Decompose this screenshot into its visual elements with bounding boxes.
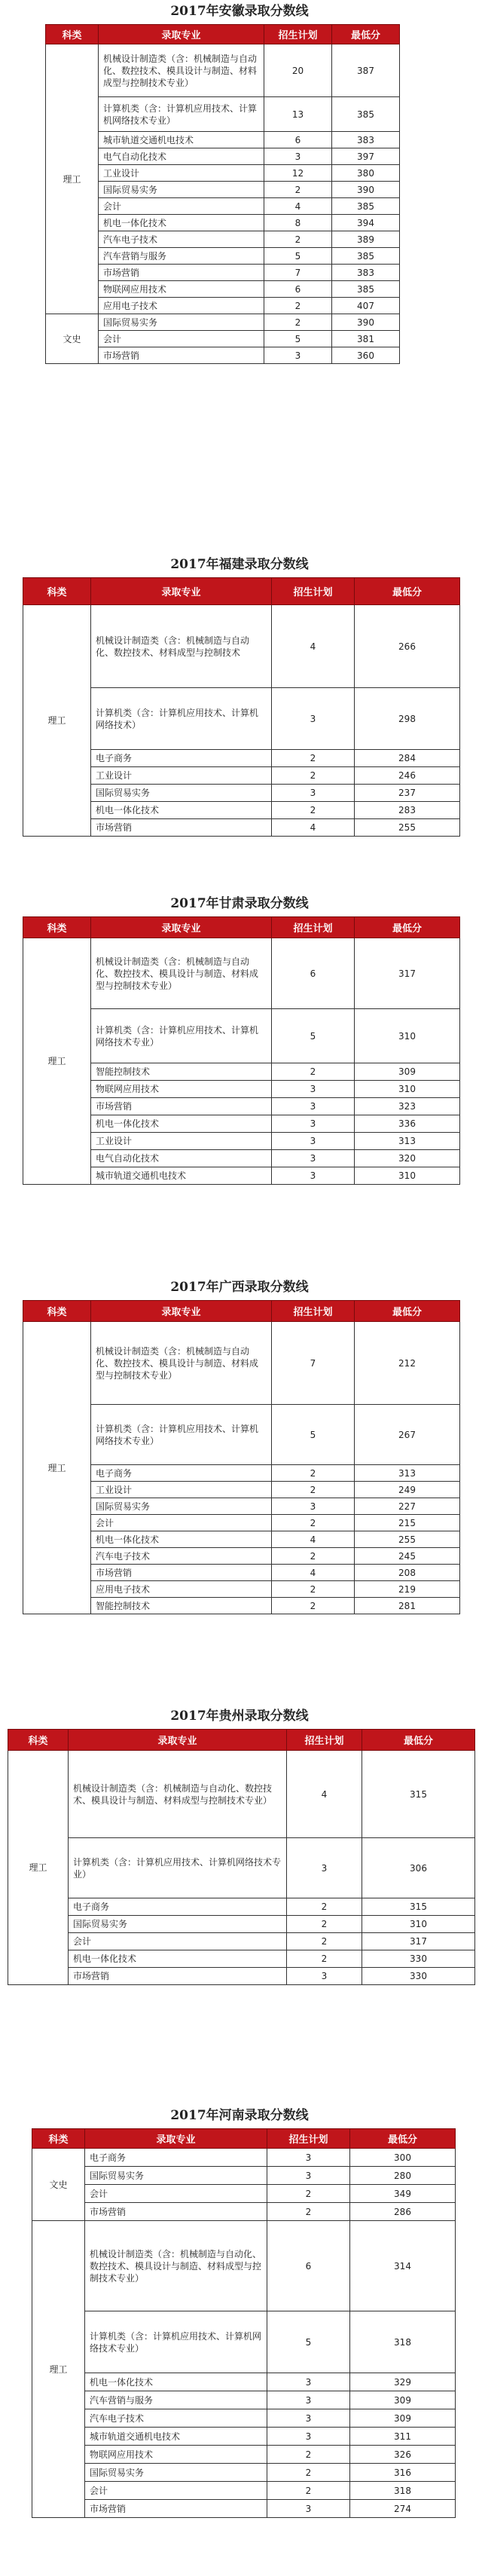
plan-cell: 6 — [264, 281, 332, 298]
major-cell: 物联网应用技术 — [85, 2446, 267, 2464]
plan-cell: 2 — [287, 1916, 362, 1933]
plan-cell: 4 — [287, 1751, 362, 1838]
plan-cell: 5 — [267, 2311, 350, 2373]
major-cell: 计算机类（含：计算机应用技术、计算机网络技术专业） — [99, 97, 264, 132]
plan-cell: 3 — [287, 1838, 362, 1898]
score-cell: 329 — [350, 2373, 456, 2391]
score-cell: 318 — [350, 2311, 456, 2373]
score-cell: 390 — [332, 314, 400, 331]
header-subject: 科类 — [23, 1301, 91, 1322]
plan-cell: 2 — [267, 2464, 350, 2482]
table-row — [46, 231, 400, 248]
score-cell: 245 — [355, 1548, 460, 1565]
major-cell: 机械设计制造类（含：机械制造与自动化、数控技术、模具设计与制造、材料成型与控制技术专业） — [99, 44, 264, 97]
plan-cell: 2 — [272, 1598, 355, 1614]
plan-cell: 2 — [272, 1482, 355, 1498]
score-cell: 306 — [362, 1838, 475, 1898]
score-cell: 349 — [350, 2185, 456, 2203]
header-score: 最低分 — [355, 917, 460, 938]
score-cell: 280 — [350, 2167, 456, 2185]
plan-cell: 5 — [264, 331, 332, 347]
plan-cell: 2 — [267, 2203, 350, 2221]
table-row — [32, 2221, 456, 2311]
plan-cell: 4 — [272, 1531, 355, 1548]
score-cell: 309 — [350, 2391, 456, 2409]
table-row — [8, 1916, 475, 1933]
major-cell: 城市轨道交通机电技术 — [99, 132, 264, 148]
table-row — [23, 938, 460, 1009]
table-row — [23, 1322, 460, 1405]
plan-cell: 4 — [264, 198, 332, 215]
score-table — [45, 24, 400, 364]
plan-cell: 20 — [264, 44, 332, 97]
score-cell: 385 — [332, 248, 400, 265]
score-cell: 283 — [355, 802, 460, 819]
plan-cell: 3 — [272, 1081, 355, 1098]
score-cell: 336 — [355, 1115, 460, 1133]
major-cell: 机电一体化技术 — [91, 1115, 272, 1133]
plan-cell: 4 — [272, 819, 355, 837]
major-cell: 电子商务 — [91, 1465, 272, 1482]
header-plan: 招生计划 — [272, 578, 355, 605]
table-row — [32, 2203, 456, 2221]
table-row — [46, 281, 400, 298]
plan-cell: 4 — [272, 605, 355, 688]
table-row — [46, 248, 400, 265]
score-cell: 300 — [350, 2149, 456, 2167]
major-cell: 机电一体化技术 — [91, 802, 272, 819]
major-cell: 电子商务 — [85, 2149, 267, 2167]
table-row — [32, 2167, 456, 2185]
score-cell: 266 — [355, 605, 460, 688]
score-table — [23, 1300, 460, 1614]
major-cell: 会计 — [85, 2482, 267, 2500]
table-header-row — [23, 1301, 460, 1322]
score-cell: 390 — [332, 182, 400, 198]
header-plan: 招生计划 — [264, 25, 332, 44]
score-cell: 389 — [332, 231, 400, 248]
major-cell: 会计 — [91, 1515, 272, 1531]
table-row — [32, 2464, 456, 2482]
score-section — [0, 2107, 479, 2518]
score-table — [23, 577, 460, 837]
major-cell: 计算机类（含：计算机应用技术、计算机网络技术专业） — [91, 1009, 272, 1063]
table-row — [46, 165, 400, 182]
table-row — [32, 2409, 456, 2428]
major-cell: 国际贸易实务 — [85, 2464, 267, 2482]
plan-cell: 2 — [287, 1950, 362, 1968]
plan-cell: 7 — [272, 1322, 355, 1405]
score-cell: 318 — [350, 2482, 456, 2500]
plan-cell: 2 — [272, 1063, 355, 1081]
score-cell: 313 — [355, 1465, 460, 1482]
major-cell: 机电一体化技术 — [91, 1531, 272, 1548]
header-subject: 科类 — [32, 2129, 85, 2149]
subject-cell: 理工 — [46, 44, 99, 314]
section-title: 2017年安徽录取分数线 — [170, 4, 309, 19]
plan-cell: 2 — [287, 1898, 362, 1916]
score-cell: 326 — [350, 2446, 456, 2464]
major-cell: 国际贸易实务 — [91, 1498, 272, 1515]
score-cell: 309 — [355, 1063, 460, 1081]
table-row — [8, 1838, 475, 1898]
score-cell: 281 — [355, 1598, 460, 1614]
major-cell: 会计 — [69, 1933, 287, 1950]
table-row — [32, 2373, 456, 2391]
score-cell: 215 — [355, 1515, 460, 1531]
major-cell: 电气自动化技术 — [91, 1150, 272, 1167]
table-row — [46, 44, 400, 97]
table-row — [32, 2149, 456, 2167]
subject-cell: 文史 — [46, 314, 99, 364]
score-cell: 249 — [355, 1482, 460, 1498]
major-cell: 市场营销 — [69, 1968, 287, 1985]
major-cell: 市场营销 — [85, 2203, 267, 2221]
plan-cell: 3 — [272, 1167, 355, 1185]
plan-cell: 3 — [264, 148, 332, 165]
major-cell: 城市轨道交通机电技术 — [85, 2428, 267, 2446]
major-cell: 工业设计 — [99, 165, 264, 182]
plan-cell: 3 — [272, 1115, 355, 1133]
major-cell: 智能控制技术 — [91, 1598, 272, 1614]
table-row — [46, 331, 400, 347]
table-row — [46, 198, 400, 215]
plan-cell: 2 — [272, 1465, 355, 1482]
table-row — [8, 1968, 475, 1985]
plan-cell: 3 — [272, 1498, 355, 1515]
major-cell: 机电一体化技术 — [85, 2373, 267, 2391]
score-cell: 298 — [355, 688, 460, 750]
score-cell: 381 — [332, 331, 400, 347]
major-cell: 市场营销 — [91, 1098, 272, 1115]
header-plan: 招生计划 — [287, 1730, 362, 1751]
major-cell: 国际贸易实务 — [91, 785, 272, 802]
table-row — [23, 605, 460, 688]
score-cell: 310 — [355, 1081, 460, 1098]
score-cell: 360 — [332, 347, 400, 364]
plan-cell: 2 — [272, 1581, 355, 1598]
major-cell: 计算机类（含：计算机应用技术、计算机网络技术） — [91, 688, 272, 750]
header-subject: 科类 — [46, 25, 99, 44]
subject-cell: 理工 — [23, 938, 91, 1185]
plan-cell: 3 — [267, 2428, 350, 2446]
table-row — [32, 2428, 456, 2446]
score-cell: 316 — [350, 2464, 456, 2482]
table-header-row — [46, 25, 400, 44]
major-cell: 机械设计制造类（含：机械制造与自动化、数控技术、模具设计与制造、材料成型与控制技术专业） — [91, 938, 272, 1009]
major-cell: 会计 — [99, 198, 264, 215]
score-cell: 315 — [362, 1898, 475, 1916]
score-cell: 237 — [355, 785, 460, 802]
plan-cell: 2 — [264, 298, 332, 314]
table-header-row — [32, 2129, 456, 2149]
score-cell: 310 — [355, 1167, 460, 1185]
score-cell: 385 — [332, 97, 400, 132]
plan-cell: 3 — [287, 1968, 362, 1985]
score-cell: 380 — [332, 165, 400, 182]
score-cell: 320 — [355, 1150, 460, 1167]
plan-cell: 13 — [264, 97, 332, 132]
major-cell: 机械设计制造类（含：机械制造与自动化、数控技术、模具设计与制造、材料成型与控制技术专业） — [85, 2221, 267, 2311]
score-table — [32, 2128, 456, 2518]
plan-cell: 2 — [287, 1933, 362, 1950]
plan-cell: 6 — [264, 132, 332, 148]
major-cell: 市场营销 — [91, 819, 272, 837]
score-section — [0, 1279, 479, 1614]
header-plan: 招生计划 — [267, 2129, 350, 2149]
header-major: 录取专业 — [99, 25, 264, 44]
score-section — [0, 895, 479, 1185]
major-cell: 市场营销 — [99, 265, 264, 281]
score-cell: 267 — [355, 1405, 460, 1465]
header-subject: 科类 — [23, 917, 91, 938]
score-cell: 311 — [350, 2428, 456, 2446]
header-score: 最低分 — [355, 1301, 460, 1322]
plan-cell: 2 — [272, 1548, 355, 1565]
score-cell: 310 — [362, 1916, 475, 1933]
score-cell: 314 — [350, 2221, 456, 2311]
section-title: 2017年甘肃录取分数线 — [170, 896, 309, 911]
score-cell: 255 — [355, 1531, 460, 1548]
header-plan: 招生计划 — [272, 1301, 355, 1322]
score-cell: 330 — [362, 1968, 475, 1985]
subject-cell: 理工 — [8, 1751, 69, 1985]
table-header-row — [8, 1730, 475, 1751]
plan-cell: 3 — [272, 688, 355, 750]
major-cell: 物联网应用技术 — [91, 1081, 272, 1098]
subject-cell: 文史 — [32, 2149, 85, 2221]
table-row — [46, 314, 400, 331]
major-cell: 机电一体化技术 — [69, 1950, 287, 1968]
major-cell: 市场营销 — [91, 1565, 272, 1581]
plan-cell: 3 — [267, 2167, 350, 2185]
major-cell: 汽车电子技术 — [91, 1548, 272, 1565]
header-major: 录取专业 — [91, 1301, 272, 1322]
plan-cell: 2 — [264, 182, 332, 198]
major-cell: 机械设计制造类（含：机械制造与自动化、数控技术、材料成型与控制技术 — [91, 605, 272, 688]
score-cell: 313 — [355, 1133, 460, 1150]
score-cell: 286 — [350, 2203, 456, 2221]
score-cell: 383 — [332, 132, 400, 148]
plan-cell: 2 — [264, 231, 332, 248]
score-cell: 212 — [355, 1322, 460, 1405]
major-cell: 国际贸易实务 — [99, 182, 264, 198]
table-row — [46, 97, 400, 132]
header-score: 最低分 — [362, 1730, 475, 1751]
plan-cell: 5 — [272, 1405, 355, 1465]
plan-cell: 8 — [264, 215, 332, 231]
header-major: 录取专业 — [85, 2129, 267, 2149]
subject-cell: 理工 — [32, 2221, 85, 2518]
major-cell: 物联网应用技术 — [99, 281, 264, 298]
major-cell: 电子商务 — [69, 1898, 287, 1916]
score-cell: 219 — [355, 1581, 460, 1598]
header-score: 最低分 — [350, 2129, 456, 2149]
score-section — [0, 3, 479, 364]
major-cell: 汽车营销与服务 — [99, 248, 264, 265]
plan-cell: 4 — [272, 1565, 355, 1581]
score-cell: 246 — [355, 767, 460, 785]
major-cell: 市场营销 — [99, 347, 264, 364]
table-row — [46, 215, 400, 231]
major-cell: 应用电子技术 — [91, 1581, 272, 1598]
major-cell: 汽车电子技术 — [85, 2409, 267, 2428]
score-table — [23, 916, 460, 1185]
score-cell: 284 — [355, 750, 460, 767]
major-cell: 电子商务 — [91, 750, 272, 767]
score-cell: 397 — [332, 148, 400, 165]
plan-cell: 2 — [267, 2185, 350, 2203]
major-cell: 国际贸易实务 — [69, 1916, 287, 1933]
score-cell: 227 — [355, 1498, 460, 1515]
table-row — [8, 1933, 475, 1950]
plan-cell: 3 — [267, 2409, 350, 2428]
plan-cell: 2 — [272, 1515, 355, 1531]
major-cell: 会计 — [85, 2185, 267, 2203]
plan-cell: 3 — [272, 1133, 355, 1150]
score-cell: 317 — [362, 1933, 475, 1950]
table-header-row — [23, 917, 460, 938]
score-cell: 323 — [355, 1098, 460, 1115]
plan-cell: 3 — [267, 2500, 350, 2518]
table-row — [32, 2311, 456, 2373]
major-cell: 计算机类（含：计算机应用技术、计算机网络技术专业） — [69, 1838, 287, 1898]
score-cell: 317 — [355, 938, 460, 1009]
table-row — [46, 148, 400, 165]
table-row — [32, 2446, 456, 2464]
major-cell: 计算机类（含：计算机应用技术、计算机网络技术专业） — [85, 2311, 267, 2373]
score-cell: 309 — [350, 2409, 456, 2428]
table-row — [32, 2482, 456, 2500]
plan-cell: 3 — [267, 2149, 350, 2167]
plan-cell: 12 — [264, 165, 332, 182]
score-cell: 330 — [362, 1950, 475, 1968]
score-cell: 387 — [332, 44, 400, 97]
plan-cell: 6 — [267, 2221, 350, 2311]
major-cell: 工业设计 — [91, 1482, 272, 1498]
major-cell: 应用电子技术 — [99, 298, 264, 314]
major-cell: 机械设计制造类（含：机械制造与自动化、数控技术、模具设计与制造、材料成型与控制技术专业） — [91, 1322, 272, 1405]
score-cell: 315 — [362, 1751, 475, 1838]
score-cell: 310 — [355, 1009, 460, 1063]
major-cell: 工业设计 — [91, 1133, 272, 1150]
major-cell: 国际贸易实务 — [99, 314, 264, 331]
score-cell: 274 — [350, 2500, 456, 2518]
section-title: 2017年河南录取分数线 — [170, 2108, 309, 2123]
major-cell: 会计 — [99, 331, 264, 347]
header-score: 最低分 — [332, 25, 400, 44]
plan-cell: 2 — [272, 802, 355, 819]
plan-cell: 3 — [272, 785, 355, 802]
major-cell: 智能控制技术 — [91, 1063, 272, 1081]
major-cell: 电气自动化技术 — [99, 148, 264, 165]
major-cell: 计算机类（含：计算机应用技术、计算机网络技术专业） — [91, 1405, 272, 1465]
table-row — [8, 1950, 475, 1968]
table-header-row — [23, 578, 460, 605]
plan-cell: 5 — [272, 1009, 355, 1063]
table-row — [46, 265, 400, 281]
score-cell: 407 — [332, 298, 400, 314]
score-section — [0, 556, 479, 837]
major-cell: 工业设计 — [91, 767, 272, 785]
header-major: 录取专业 — [91, 578, 272, 605]
table-row — [32, 2500, 456, 2518]
plan-cell: 2 — [272, 750, 355, 767]
header-plan: 招生计划 — [272, 917, 355, 938]
table-row — [46, 132, 400, 148]
section-title: 2017年广西录取分数线 — [170, 1280, 309, 1295]
table-row — [8, 1751, 475, 1838]
plan-cell: 7 — [264, 265, 332, 281]
plan-cell: 2 — [272, 767, 355, 785]
score-cell: 385 — [332, 198, 400, 215]
score-cell: 385 — [332, 281, 400, 298]
plan-cell: 3 — [264, 347, 332, 364]
header-major: 录取专业 — [91, 917, 272, 938]
plan-cell: 5 — [264, 248, 332, 265]
score-cell: 394 — [332, 215, 400, 231]
table-row — [32, 2185, 456, 2203]
major-cell: 市场营销 — [85, 2500, 267, 2518]
plan-cell: 3 — [272, 1150, 355, 1167]
section-title: 2017年贵州录取分数线 — [170, 1709, 309, 1724]
score-cell: 255 — [355, 819, 460, 837]
plan-cell: 2 — [264, 314, 332, 331]
plan-cell: 3 — [272, 1098, 355, 1115]
plan-cell: 3 — [267, 2373, 350, 2391]
section-title: 2017年福建录取分数线 — [170, 557, 309, 572]
table-row — [46, 298, 400, 314]
plan-cell: 3 — [267, 2391, 350, 2409]
header-major: 录取专业 — [69, 1730, 287, 1751]
major-cell: 机电一体化技术 — [99, 215, 264, 231]
plan-cell: 2 — [267, 2482, 350, 2500]
header-subject: 科类 — [8, 1730, 69, 1751]
plan-cell: 6 — [272, 938, 355, 1009]
major-cell: 汽车电子技术 — [99, 231, 264, 248]
major-cell: 国际贸易实务 — [85, 2167, 267, 2185]
score-table — [8, 1729, 475, 1985]
subject-cell: 理工 — [23, 1322, 91, 1614]
score-cell: 383 — [332, 265, 400, 281]
table-row — [46, 347, 400, 364]
major-cell: 机械设计制造类（含：机械制造与自动化、数控技术、模具设计与制造、材料成型与控制技术专业） — [69, 1751, 287, 1838]
subject-cell: 理工 — [23, 605, 91, 837]
major-cell: 汽车营销与服务 — [85, 2391, 267, 2409]
header-subject: 科类 — [23, 578, 91, 605]
score-cell: 208 — [355, 1565, 460, 1581]
plan-cell: 2 — [267, 2446, 350, 2464]
header-score: 最低分 — [355, 578, 460, 605]
score-section — [0, 1708, 479, 1985]
table-row — [8, 1898, 475, 1916]
table-row — [46, 182, 400, 198]
major-cell: 城市轨道交通机电技术 — [91, 1167, 272, 1185]
table-row — [32, 2391, 456, 2409]
